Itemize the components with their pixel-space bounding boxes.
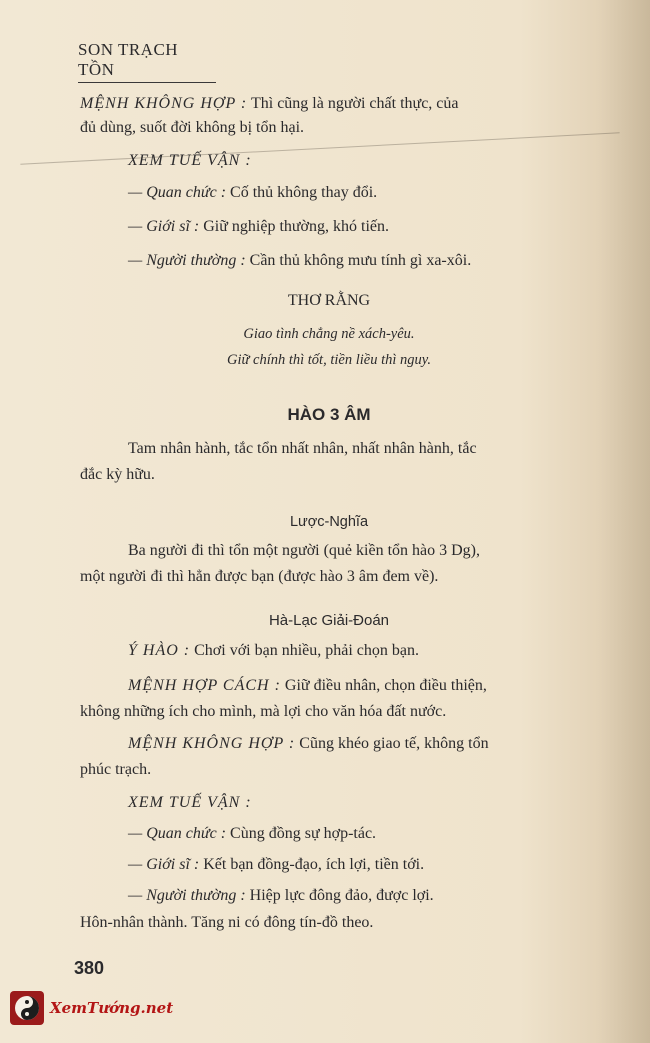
xem1-b	[128, 218, 578, 236]
watermark	[10, 990, 173, 1026]
xem2-b	[128, 856, 578, 874]
poem-title: THƠ RẰNG	[287, 292, 371, 309]
xem2-c	[128, 887, 578, 905]
menhhop-text: Giữ điều nhân, chọn điều thiện,	[280, 677, 487, 694]
xem2-b-label: — Giới sĩ :	[128, 856, 200, 873]
luoc-title: Lược-Nghĩa	[289, 514, 369, 530]
xem2-a-label: — Quan chức :	[128, 825, 227, 842]
yhao-text: Chơi với bạn nhiều, phải chọn bạn.	[190, 642, 419, 659]
luoc-line1: Ba người đi thì tổn một người (quẻ kiền tổn hào 3 Dg),	[128, 542, 481, 559]
xem1-label: XEM TUẾ VẬN :	[128, 152, 252, 169]
xem2-label: XEM TUẾ VẬN :	[128, 794, 252, 811]
menhkhong-line1	[128, 735, 578, 753]
xem2-last-line: Hôn-nhân thành. Tăng ni có đông tín-đồ theo.	[80, 914, 374, 931]
xem1-b-label: — Giới sĩ :	[128, 218, 200, 235]
xem1-a-text: Cố thủ không thay đổi.	[226, 184, 378, 201]
menhhop-label: MỆNH HỢP CÁCH :	[128, 677, 281, 694]
menhkhong-label: MỆNH KHÔNG HỢP :	[128, 735, 296, 752]
s1-line1: Tam nhân hành, tắc tổn nhất nhân, nhất nhân hành, tắc	[128, 440, 477, 457]
p1-line2: đủ dùng, suốt đời không bị tổn hại.	[80, 119, 305, 136]
xem2-a	[128, 825, 578, 843]
s1-line2: đắc kỳ hữu.	[80, 466, 155, 483]
menhkhong-text: Cũng khéo giao tế, không tổn	[295, 735, 489, 752]
poem-line2: Giữ chính thì tốt, tiền liều thì nguy.	[226, 352, 432, 368]
section-title: HÀO 3 ÂM	[287, 405, 371, 424]
yhao-label: Ý HÀO :	[128, 642, 191, 659]
xem1-c-text: Cần thủ không mưu tính gì xa-xôi.	[245, 252, 472, 269]
xem1-a	[128, 184, 578, 202]
xem2-c-label: — Người thường :	[128, 887, 246, 904]
xem1-b-text: Giữ nghiệp thường, khó tiến.	[199, 218, 390, 235]
p1-label: MỆNH KHÔNG HỢP :	[80, 95, 248, 112]
xem2-c-text: Hiệp lực đông đảo, được lợi.	[245, 887, 434, 904]
page-number: 380	[74, 958, 105, 978]
xem2-b-text: Kết bạn đồng-đạo, ích lợi, tiền tới.	[199, 856, 425, 873]
poem-line1: Giao tình chẳng nề xách-yêu.	[243, 326, 415, 342]
yin-yang-icon	[10, 991, 44, 1025]
yin-yang-svg	[14, 995, 40, 1021]
p1-line1	[80, 95, 578, 113]
halac-title: Hà-Lạc Giải-Đoán	[268, 612, 390, 629]
running-header: SON TRẠCH TỒN	[78, 40, 216, 83]
menhhop-line2: không những ích cho mình, mà lợi cho văn hóa đất nước.	[80, 703, 447, 720]
xem2-a-text: Cùng đồng sự hợp-tác.	[226, 825, 377, 842]
menhkhong-line2: phúc trạch.	[80, 761, 152, 778]
menhhop-line1	[128, 677, 578, 695]
watermark-site: XemTướng.net	[50, 999, 174, 1017]
yhao	[128, 642, 578, 660]
xem1-a-label: — Quan chức :	[128, 184, 227, 201]
xem1-c	[128, 252, 578, 270]
luoc-line2: một người đi thì hẳn được bạn (được hào 3 âm đem về).	[80, 568, 439, 585]
xem1-c-label: — Người thường :	[128, 252, 246, 269]
p1-text: Thì cũng là người chất thực, của	[247, 95, 459, 112]
